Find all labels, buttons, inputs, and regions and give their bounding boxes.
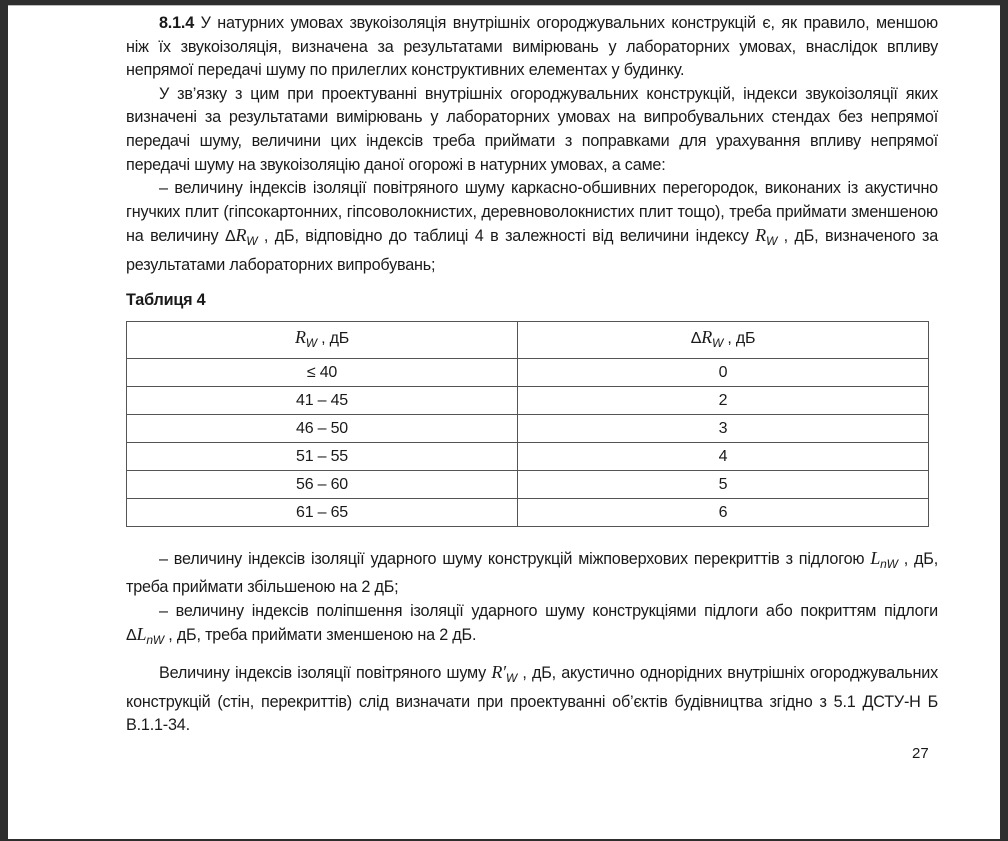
page-number: 27 [912,745,929,762]
page-content [126,12,938,738]
table-row [127,386,929,414]
bullet-text: , дБ, визначеного за результатами лабораторних випробувань; [126,227,939,274]
paragraph-text: , дБ, акустично однорідних внутрішніх огороджувальних конструкцій (стін, перекриттів) слід визначати при проектуванні об’єктів будівництва згідно з 5.1 ДСТУ-Н Б В.1.1-34. [126,663,938,735]
table-row [127,358,929,386]
table-row [127,414,929,442]
delta-symbol: Δ [690,329,702,347]
bullet-text: – величину індексів ізоляції повітряного шуму каркасно-обшивних перегородок, виконаних із акустично гнучких плит (гіпсокартонних, гіпсоволокнистих, деревноволокнистих плит тощо), треба приймати зменшеною на величину [126,179,938,246]
cell-rw: 56 – 60 [127,470,518,498]
table-caption: Таблиця 4 [126,290,206,309]
cell-delta: 0 [518,358,929,386]
bullet-text: , дБ, треба приймати зменшеною на 2 дБ. [163,626,477,645]
rw-subscript: W [765,234,778,249]
rw-subscript: W [305,335,317,350]
cell-rw: 41 – 45 [127,386,518,414]
paragraph-text: Величину індексів ізоляції повітряного шуму [159,663,492,682]
table-header-row [127,321,929,358]
cell-delta: 6 [518,498,929,526]
delta-symbol: Δ [224,228,236,246]
clause-number: 8.1.4 [159,14,195,32]
cell-rw: 61 – 65 [127,498,518,526]
table-row [127,442,929,470]
delta-symbol: Δ [126,627,137,645]
rw-symbol: R [755,225,766,246]
paragraph-8-1-4 [126,12,938,83]
table-4 [126,321,929,527]
paragraph-design: У зв’язку з цим при проектуванні внутрішніх огороджувальних конструкцій, індекси звукоізоляції яких визначені за результатами вимірювань у лабораторних умовах на випробувальних стендах без непрямої передачі шуму, величини цих індексів треба приймати з поправками для урахування впливу непрямої передачі шуму на звукоізоляцію даної огорожі в натурних умовах, а саме: [126,84,938,174]
cell-delta: 3 [518,414,929,442]
rw-subscript: W [246,234,258,249]
cell-delta: 4 [518,442,929,470]
lnw-subscript: nW [146,633,164,648]
paragraph-homogeneous [126,661,938,738]
rw-subscript: W [711,335,724,350]
paragraph-text: У натурних умовах звукоізоляція внутрішніх огороджувальних конструкцій є, як правило, меншою ніж їх звукоізоляція, визначена за результатами вимірювань у лабораторних умовах, внаслідок впливу непрямої передачі шуму по прилеглих конструктивних елементах у будинку. [126,14,938,80]
rw-subscript: W [505,670,518,685]
cell-delta: 5 [518,470,929,498]
lnw-symbol: L [870,547,881,568]
unit: , дБ [316,329,350,347]
bullet-text: – величину індексів поліпшення ізоляції ударного шуму конструкціями підлоги або покриттям підлоги [159,601,938,620]
bullet-text: , дБ, треба приймати збільшеною на 2 дБ; [126,549,938,597]
bullet-airborne-noise [126,177,938,277]
cell-rw: 46 – 50 [127,414,518,442]
bullet-text: – величину індексів ізоляції ударного шуму конструкцій міжповерхових перекриттів з підлогою [159,549,871,568]
rw-prime-symbol: R′ [491,661,506,682]
header-rw [127,321,518,358]
table-row [127,498,929,526]
lnw-symbol: L [136,624,147,645]
bullet-text: , дБ, відповідно до таблиці 4 в залежності від величини індексу [257,227,756,246]
cell-rw: 51 – 55 [127,442,518,470]
document-page [8,5,1000,839]
header-delta-rw [518,321,929,358]
rw-symbol: R [235,225,247,246]
cell-rw: ≤ 40 [127,358,518,386]
cell-delta: 2 [518,386,929,414]
rw-symbol: R [701,326,712,347]
table-row [127,470,929,498]
bullet-impact-noise [126,547,938,600]
bullet-floor-improvement [126,600,938,653]
lnw-subscript: nW [880,556,898,571]
unit: , дБ [723,329,756,347]
rw-symbol: R [294,326,306,347]
